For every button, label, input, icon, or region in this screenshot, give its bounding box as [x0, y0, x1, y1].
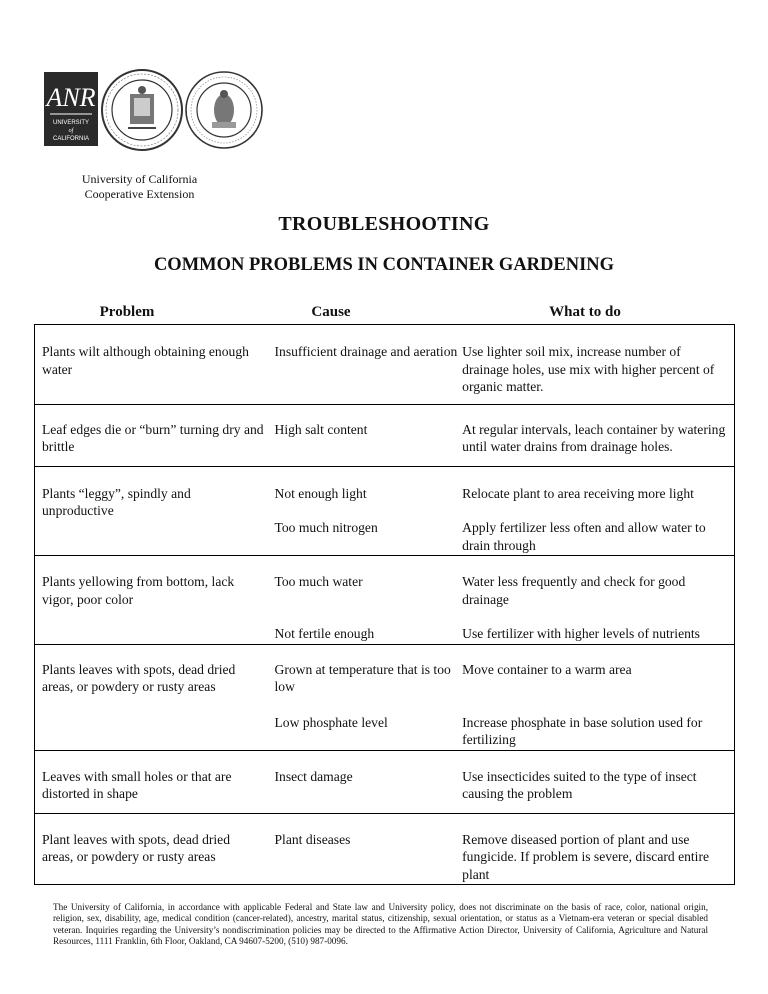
cause-cell: High salt content	[274, 421, 368, 437]
problem-cell: Plants “leggy”, spindly and unproductive	[42, 485, 191, 518]
anr-logo	[44, 72, 98, 146]
cause-cell: Plant diseases	[274, 831, 351, 847]
what-to-do-cell: Use lighter soil mix, increase number of drainage holes, use mix with higher percent of organic matter.	[462, 344, 715, 394]
what-to-do-cell: Use insecticides suited to the type of insect causing the problem	[462, 768, 697, 801]
problem-cell: Leaves with small holes or that are distorted in shape	[42, 768, 232, 801]
page-subtitle: COMMON PROBLEMS IN CONTAINER GARDENING	[153, 255, 615, 275]
problem-cell: Leaf edges die or “burn” turning dry and brittle	[42, 421, 264, 454]
cause-cell: Grown at temperature that is too low	[274, 661, 451, 694]
organization-name	[62, 172, 217, 202]
california-seal-icon	[184, 70, 264, 150]
table-row	[35, 556, 735, 609]
problem-cell: Plant leaves with spots, dead dried areas, or powdery or rusty areas	[42, 831, 231, 864]
what-to-do-cell: Water less frequently and check for good drainage	[462, 574, 686, 607]
table-row	[35, 325, 735, 405]
svg-text:ANR: ANR	[46, 83, 96, 112]
svg-text:UNIVERSITY: UNIVERSITY	[52, 120, 90, 126]
problem-cell: Plants leaves with spots, dead dried areas, or powdery or rusty areas	[42, 661, 236, 694]
cause-cell: Too much nitrogen	[274, 520, 378, 535]
org-line-2: Cooperative Extension	[84, 187, 195, 201]
column-header-cause: Cause	[311, 304, 351, 320]
what-to-do-cell: Increase phosphate in base solution used for fertilizing	[462, 714, 703, 747]
what-to-do-cell: At regular intervals, leach container by watering until water drains from drainage holes.	[462, 421, 726, 454]
what-to-do-cell: Remove diseased portion of plant and use fungicide. If problem is severe, discard entire plant	[462, 831, 710, 882]
table-row	[35, 404, 735, 466]
svg-text:of: of	[68, 128, 74, 134]
cause-cell: Too much water	[274, 574, 363, 589]
table-row	[35, 750, 735, 813]
cause-cell: Not enough light	[274, 485, 367, 501]
svg-text:CALIFORNIA: CALIFORNIA	[52, 136, 90, 142]
cause-cell: Insect damage	[274, 768, 353, 784]
cause-cell: Low phosphate level	[274, 714, 388, 730]
cause-cell: Not fertile enough	[274, 626, 375, 641]
table-row	[35, 466, 735, 502]
cause-cell: Insufficient drainage and aeration	[274, 344, 458, 359]
what-to-do-cell: Use fertilizer with higher levels of nutrients	[462, 626, 700, 641]
org-line-1: University of California	[81, 172, 198, 186]
problem-cell: Plants wilt although obtaining enough water	[42, 344, 249, 377]
column-header-problem: Problem	[99, 304, 155, 320]
what-to-do-cell: Apply fertilizer less often and allow water to drain through	[462, 520, 706, 553]
what-to-do-cell: Move container to a warm area	[462, 661, 632, 677]
column-header-what-to-do: What to do	[549, 304, 621, 320]
page-title: TROUBLESHOOTING	[278, 213, 490, 235]
nondiscrimination-statement: The University of California, in accordance with applicable Federal and State law and University policy, does not discriminate on the basis of race, color, national origin, religion, sex, disability, age, medical condition (cancer-related), ancestry, marital status, citizenship, sexual orientation, or status as a Vietnam-era veteran or special disabled veteran. Inquiries regarding the University’s nondiscrimination policies may be directed to the Affirmative Action Director, University of California, Agriculture and Natural Resources, 1111 Franklin, 6th Floor, Oakland, CA 94607-5200, (510) 987-0096.	[53, 902, 708, 947]
university-seal-icon	[100, 68, 184, 152]
table-row	[35, 644, 735, 696]
problem-cell: Plants yellowing from bottom, lack vigor, poor color	[42, 574, 235, 607]
troubleshooting-table	[34, 324, 735, 885]
table-row	[35, 813, 735, 885]
what-to-do-cell: Relocate plant to area receiving more light	[462, 485, 694, 501]
